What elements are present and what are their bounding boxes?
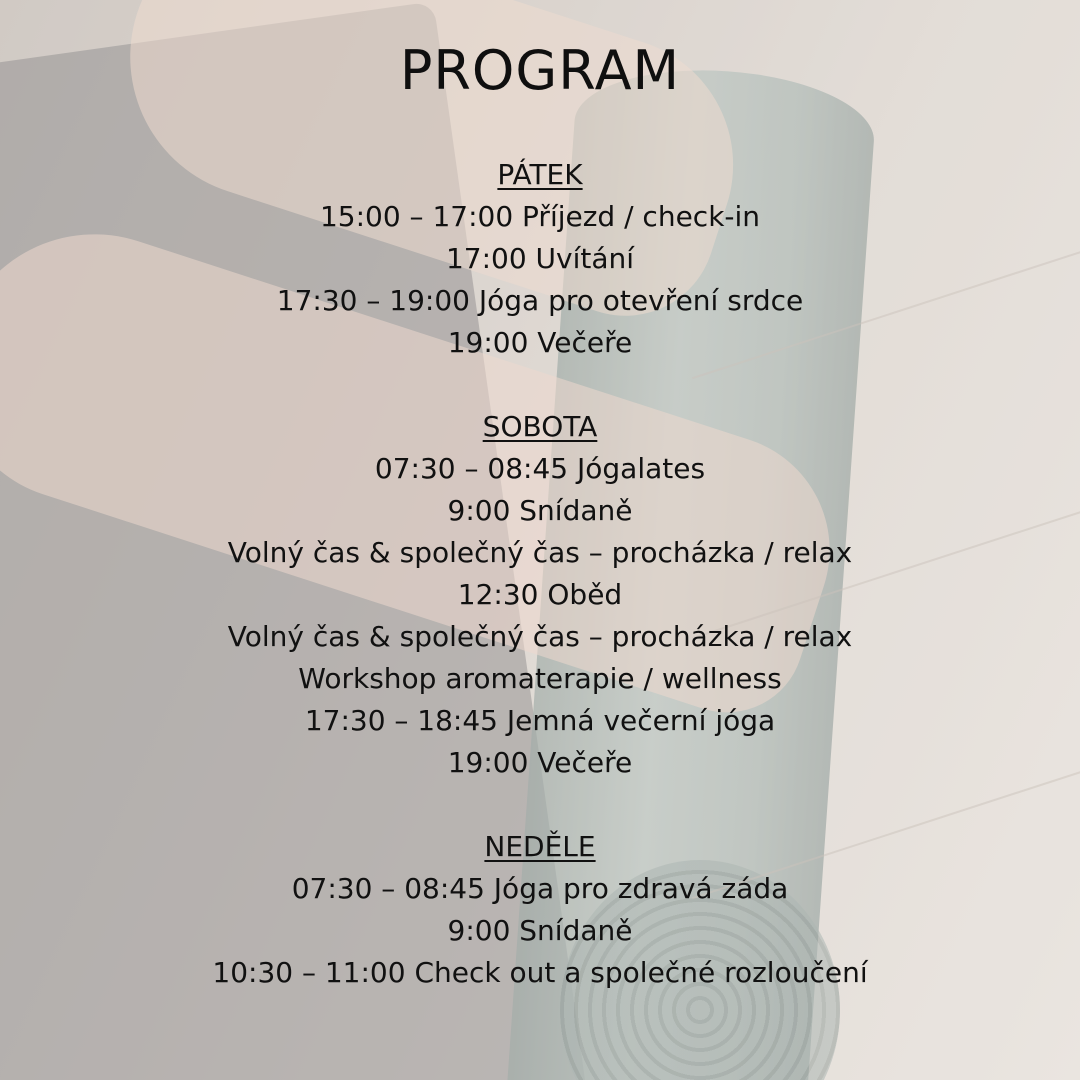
schedule-item: 17:00 Uvítání xyxy=(445,242,635,275)
schedule-item: 9:00 Snídaně xyxy=(447,494,633,527)
schedule-item: 17:30 – 19:00 Jóga pro otevření srdce xyxy=(276,284,804,317)
day-heading: NEDĚLE xyxy=(484,830,596,863)
schedule-item: 07:30 – 08:45 Jóga pro zdravá záda xyxy=(291,872,789,905)
schedule-item: Volný čas & společný čas – procházka / relax xyxy=(227,620,853,653)
schedule-item: 19:00 Večeře xyxy=(447,326,633,359)
schedule-item: Workshop aromaterapie / wellness xyxy=(298,662,782,695)
schedule-item: Volný čas & společný čas – procházka / relax xyxy=(227,536,853,569)
day-heading: SOBOTA xyxy=(482,410,598,443)
day-heading: PÁTEK xyxy=(497,158,583,191)
day-section-friday xyxy=(0,154,1080,364)
day-section-saturday xyxy=(0,406,1080,784)
schedule-item: 15:00 – 17:00 Příjezd / check-in xyxy=(319,200,761,233)
schedule-item: 17:30 – 18:45 Jemná večerní jóga xyxy=(304,704,776,737)
schedule-item: 9:00 Snídaně xyxy=(447,914,633,947)
day-section-sunday xyxy=(0,826,1080,994)
schedule-item: 07:30 – 08:45 Jógalates xyxy=(374,452,706,485)
schedule-item: 12:30 Oběd xyxy=(457,578,623,611)
page-title: PROGRAM xyxy=(399,39,681,102)
schedule-item: 10:30 – 11:00 Check out a společné rozloučení xyxy=(212,956,868,989)
schedule-item: 19:00 Večeře xyxy=(447,746,633,779)
